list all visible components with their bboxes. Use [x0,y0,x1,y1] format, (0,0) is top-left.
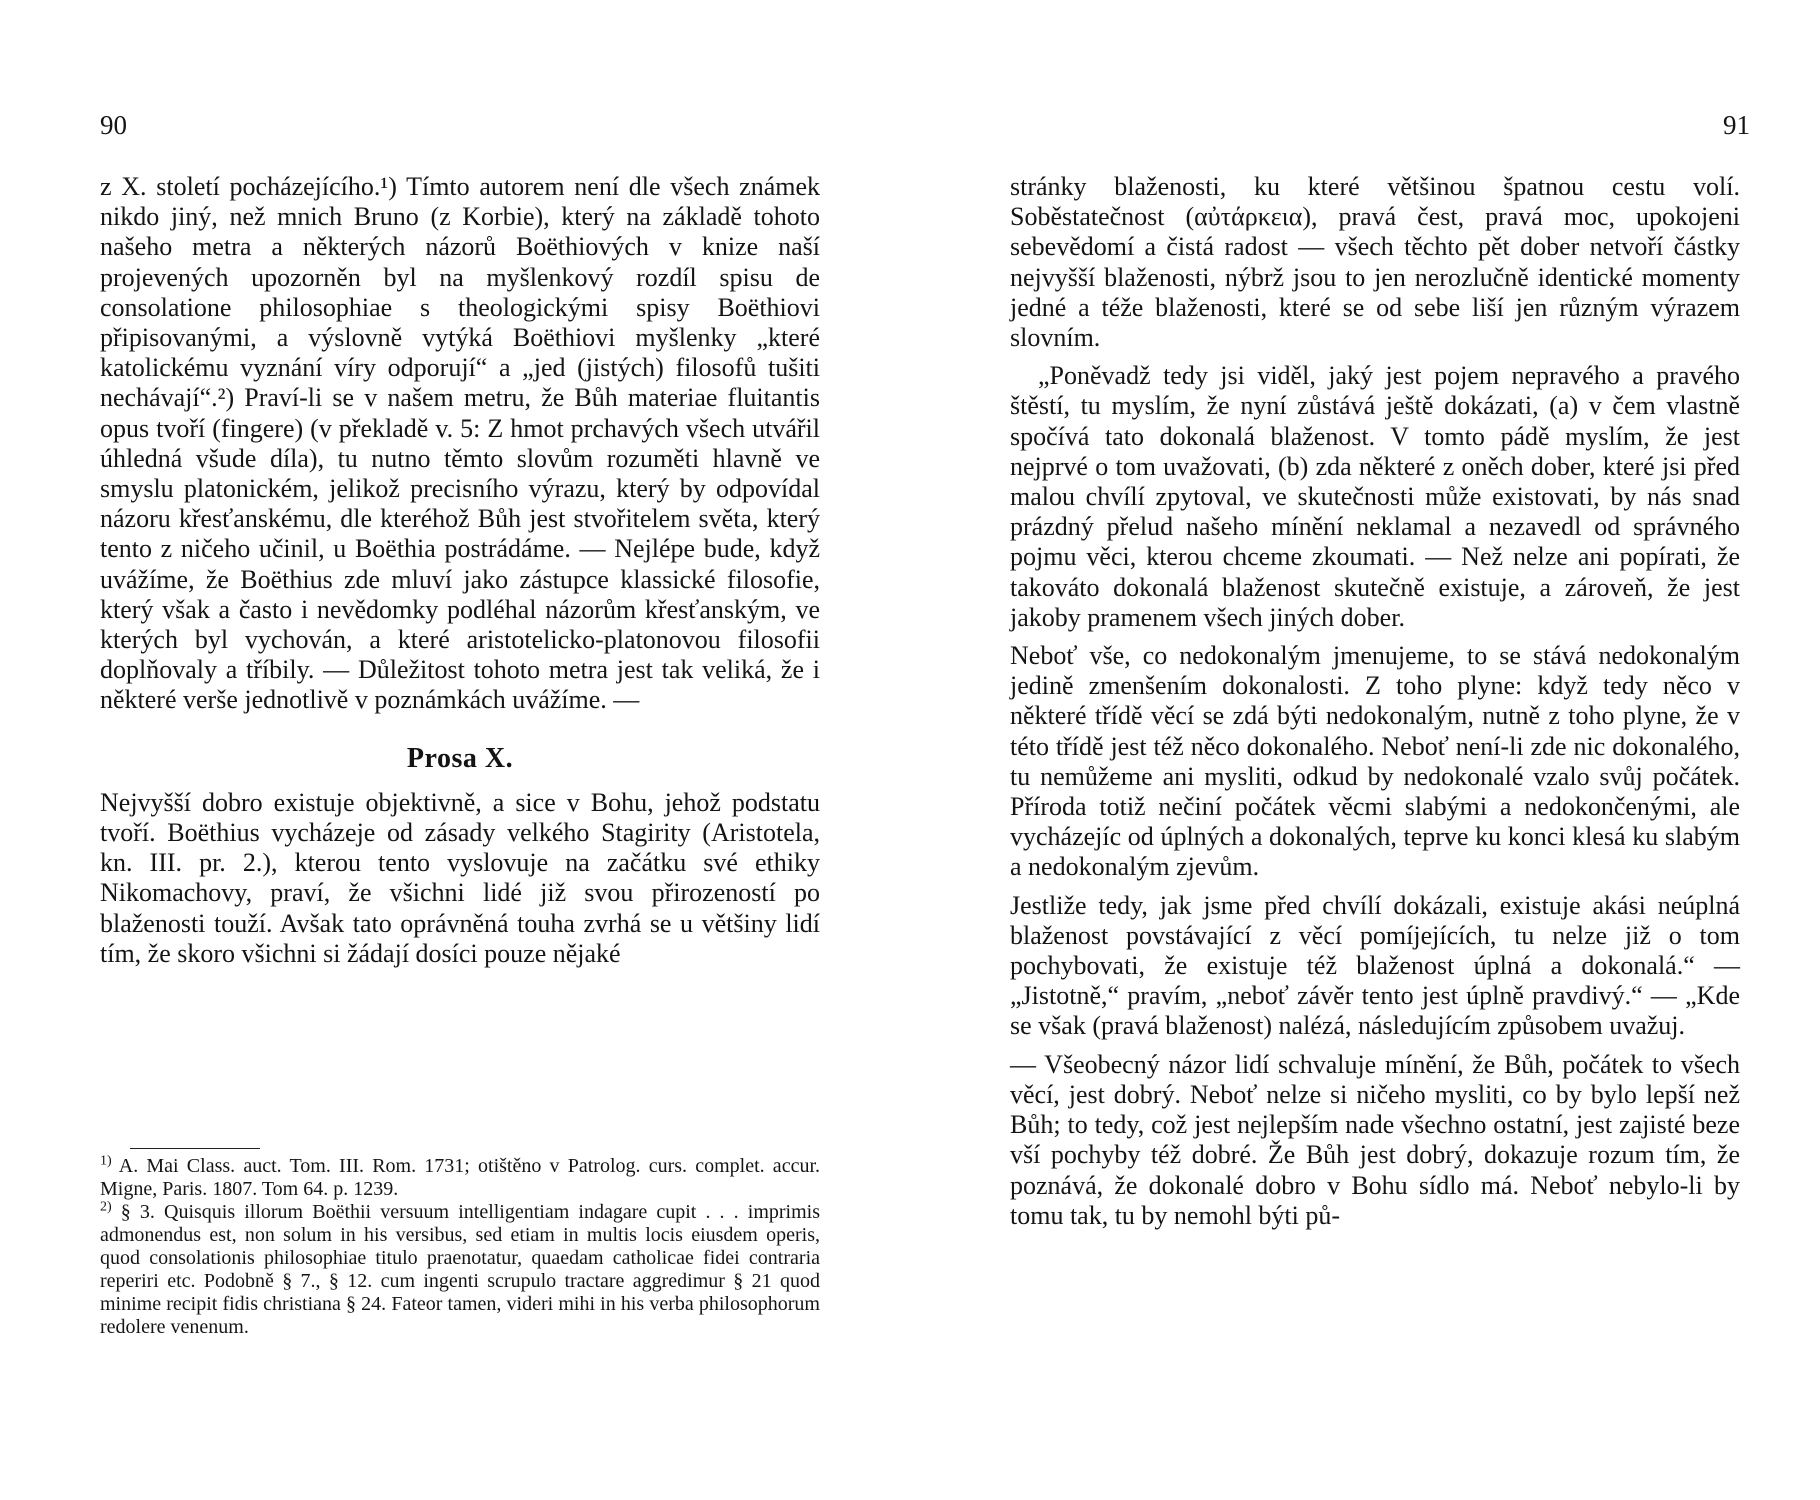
right-body-text [1010,172,1740,1239]
footnote-mark: 1) [100,1153,112,1169]
paragraph: Neboť vše, co nedokonalým jmenujeme, to se stává nedokonalým jedině zmenšením dokonalosti. Z toho plyne: když tedy něco v některé třídě věcí se zdá býti nedokonalým, nutně z toho plyne, že v této třídě jest též něco dokonalého. Neboť není-li zde nic dokonalého, tu nemůžeme ani mysliti, odkud by nedokonalé vzalo svůj počátek. Příroda totiž nečiní počátek věcmi slabými a nedokončenými, ale vycházejíc od úplných a dokonalých, teprve ku konci klesá ku slabým a nedokonalým zjevům. [1010,641,1740,882]
footnote [100,1201,820,1339]
paragraph: Jestliže tedy, jak jsme před chvílí dokázali, existuje akási neúplná blaženost povstávající z věcí pomíjejících, tu nelze již o tom pochybovati, že existuje též blaženost úplná a dokonalá.“ — „Jistotně,“ pravím, „neboť závěr tento jest úplně pravdivý.“ — „Kde se však (pravá blaženost) nalézá, následujícím způsobem uvažuj. [1010,890,1740,1041]
left-body-text [100,172,820,969]
page-number: 91 [1723,110,1750,140]
left-page [100,0,840,1500]
footnote-text: § 3. Quisquis illorum Boëthii versuum intelligentiam indagare cupit . . . imprimis admonendus est, non solum in his versibus, sed etiam in multis locis eiusdem operis, quod consolationis philosophiae titulo praenotatur, quaedam catholicae fidei contraria reperiri etc. Podobně § 7., § 12. cum ingenti scrupulo tractare aggredimur § 21 quod minime recipit fidis christiana § 24. Fateor tamen, videri mihi in his verba philosophorum redolere venenum. [100,1201,821,1338]
footnote-text: A. Mai Class. auct. Tom. III. Rom. 1731; otištěno v Patrolog. curs. complet. accur. Migne, Paris. 1807. Tom 64. p. 1239. [100,1155,820,1200]
footnote-mark: 2) [100,1199,112,1215]
page-number: 90 [100,110,127,140]
right-page [1010,0,1750,1500]
paragraph: „Poněvadž tedy jsi viděl, jaký jest pojem nepravého a pravého štěstí, tu myslím, že nyní zůstává ještě dokázati, (a) v čem vlastně spočívá tato dokonalá blaženost. V tomto pádě myslím, že jest nejprvé o tom uvažovati, (b) zda některé z oněch dober, které jsi před malou chvílí zpytoval, ve skutečnosti může existovati, by nás snad prázdný přelud našeho mínění neklamal a nezavedl od správného pojmu věci, kterou chceme zkoumati. — Než nelze ani popírati, že takováto dokonalá blaženost skutečně existuje, a zároveň, že jest jakoby pramenem všech jiných dober. [1010,361,1740,632]
footnotes [100,1148,820,1339]
paragraph: Nejvyšší dobro existuje objektivně, a sice v Bohu, jehož podstatu tvoří. Boëthius vycházeje od zásady velkého Stagirity (Aristotela, kn. III. pr. 2.), kterou tento vyslovuje na začátku své ethiky Nikomachovy, praví, že všichni lidé již svou přirozeností po blaženosti touží. Avšak tato oprávněná touha zvrhá se u většiny lidí tím, že skoro všichni si žádají dosíci pouze nějaké [100,787,820,968]
section-heading: Prosa X. [406,742,514,774]
paragraph: z X. století pocházejícího.¹) Tímto autorem není dle všech známek nikdo jiný, než mnich Bruno (z Korbie), který na základě tohoto našeho metra a některých názorů Boëthiových v knize naší projevených upozorněn byl na myšlenkový rozdíl spisu de consolatione philosophiae s theologickými spisy Boëthiovi připisovanými, a výslovně vytýká Boëthiovi myšlenky „které katolickému vyznání víry odporují“ a „jed (jistých) filosofů tušiti nechávají“.²) Praví-li se v našem metru, že Bůh materiae fluitantis opus tvoří (fingere) (v překladě v. 5: Z hmot prchavých všech utvářil úhledná všude díla), tu nutno těmto slovům rozuměti hlavně ve smyslu platonickém, jelikož precisního výrazu, který by odpovídal názoru křesťanskému, dle kteréhož Bůh jest stvořitelem světa, který tento z ničeho učinil, u Boëthia postrádáme. — Nejlépe bude, když uvážíme, že Boëthius zde mluví jako zástupce klassické filosofie, který však a často i nevědomky podléhal názorům křesťanským, ve kterých byl vychován, a které aristotelicko-platonovou filosofii doplňovaly a tříbily. — Důležitost tohoto metra jest tak veliká, že i některé verše jednotlivě v poznámkách uvážíme. — [100,172,820,715]
paragraph: — Všeobecný názor lidí schvaluje mínění, že Bůh, počátek to všech věcí, jest dobrý. Neboť nelze si ničeho mysliti, co by bylo lepší než Bůh; to tedy, což jest nejlepším nade všechno ostatní, jest zajisté beze vší pochyby též dobré. Že Bůh jest dobrý, dokazuje rozum tím, že poznává, že dokonalé dobro v Bohu sídlo má. Neboť nebylo-li by tomu tak, tu by nemohl býti pů- [1010,1049,1740,1230]
paragraph: stránky blaženosti, ku které většinou špatnou cestu volí. Soběstatečnost (αὐτάρκεια), pravá čest, pravá moc, upokojeni sebevědomí a čistá radost — všech těchto pět dober netvoří částky nejvyšší blaženosti, nýbrž jsou to jen nerozlučně identické momenty jedné a téže blaženosti, které se od sebe liší jen různým výrazem slovním. [1010,172,1740,353]
footnote-divider [130,1148,260,1149]
footnote [100,1155,820,1201]
